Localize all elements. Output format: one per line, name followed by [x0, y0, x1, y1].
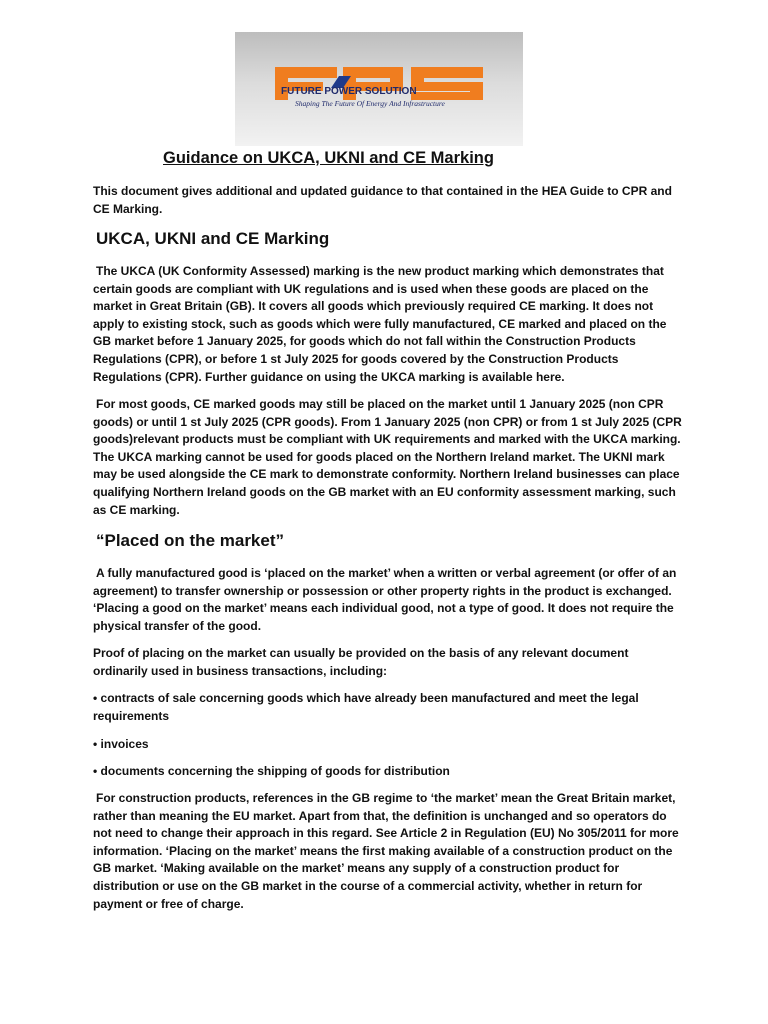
bullet-item: • contracts of sale concerning goods which have already been manufactured and meet the legal requirements	[93, 691, 639, 723]
section-heading-ukca: UKCA, UKNI and CE Marking	[96, 229, 330, 248]
placed-paragraph-1: A fully manufactured good is ‘placed on the market’ when a written or verbal agreement (or offer of an agreement) to transfer ownership or possession or other property rights in the product is exchanged. ‘Placing a good on the market’ means each individual good, not a type of good. It does not require the physical transfer of the good.	[93, 566, 677, 633]
bullet-item: • invoices	[93, 737, 149, 751]
company-logo	[235, 32, 523, 146]
logo-graphic	[235, 32, 523, 146]
logo-tagline: Shaping The Future Of Energy And Infrastructure	[295, 99, 445, 108]
placed-paragraph-2: Proof of placing on the market can usually be provided on the basis of any relevant document ordinarily used in business transactions, including:	[93, 646, 629, 678]
placed-paragraph-3: For construction products, references in the GB regime to ‘the market’ mean the Great Britain market, rather than meaning the EU market. Apart from that, the definition is unchanged and so operators do not need to change their approach in this regard. See Article 2 in Regulation (EU) No 305/2011 for more information. ‘Placing on the market’ means the first making available of a construction product on the GB market. ‘Making available on the market’ means any supply of a construction product for distribution or use on the GB market in the course of a commercial activity, whether in return for payment or free of charge.	[93, 791, 679, 911]
section-heading-placed: “Placed on the market”	[96, 531, 285, 550]
document-title: Guidance on UKCA, UKNI and CE Marking	[163, 149, 494, 167]
bullet-item: • documents concerning the shipping of goods for distribution	[93, 764, 450, 778]
logo-name: FUTURE POWER SOLUTION	[281, 86, 417, 97]
ukca-paragraph-2: For most goods, CE marked goods may still be placed on the market until 1 January 2025 (non CPR goods) or until 1 st July 2025 (CPR goods). From 1 January 2025 (non CPR) or from 1 st July 2025 (CPR goods)relevant products must be compliant with UK requirements and marked with the UKCA marking. The UKCA marking cannot be used for goods placed on the Northern Ireland market. The UKNI mark may be used alongside the CE mark to demonstrate conformity. Northern Ireland businesses can place qualifying Northern Ireland goods on the GB market with an EU conformity assessment marking, such as CE marking.	[93, 397, 682, 517]
ukca-paragraph-1: The UKCA (UK Conformity Assessed) marking is the new product marking which demonstrates that certain goods are compliant with UK regulations and is used when these goods are placed on the market in Great Britain (GB). It covers all goods which previously required CE marking. It does not apply to existing stock, such as goods which were fully manufactured, CE marked and placed on the GB market before 1 January 2025, for goods which do not fall within the Construction Products Regulations (CPR), or before 1 st July 2025 for goods covered by the Construction Products Regulations (CPR). Further guidance on using the UKCA marking is available here.	[93, 264, 667, 384]
intro-paragraph: This document gives additional and updated guidance to that contained in the HEA Guide to CPR and CE Marking.	[93, 184, 672, 216]
